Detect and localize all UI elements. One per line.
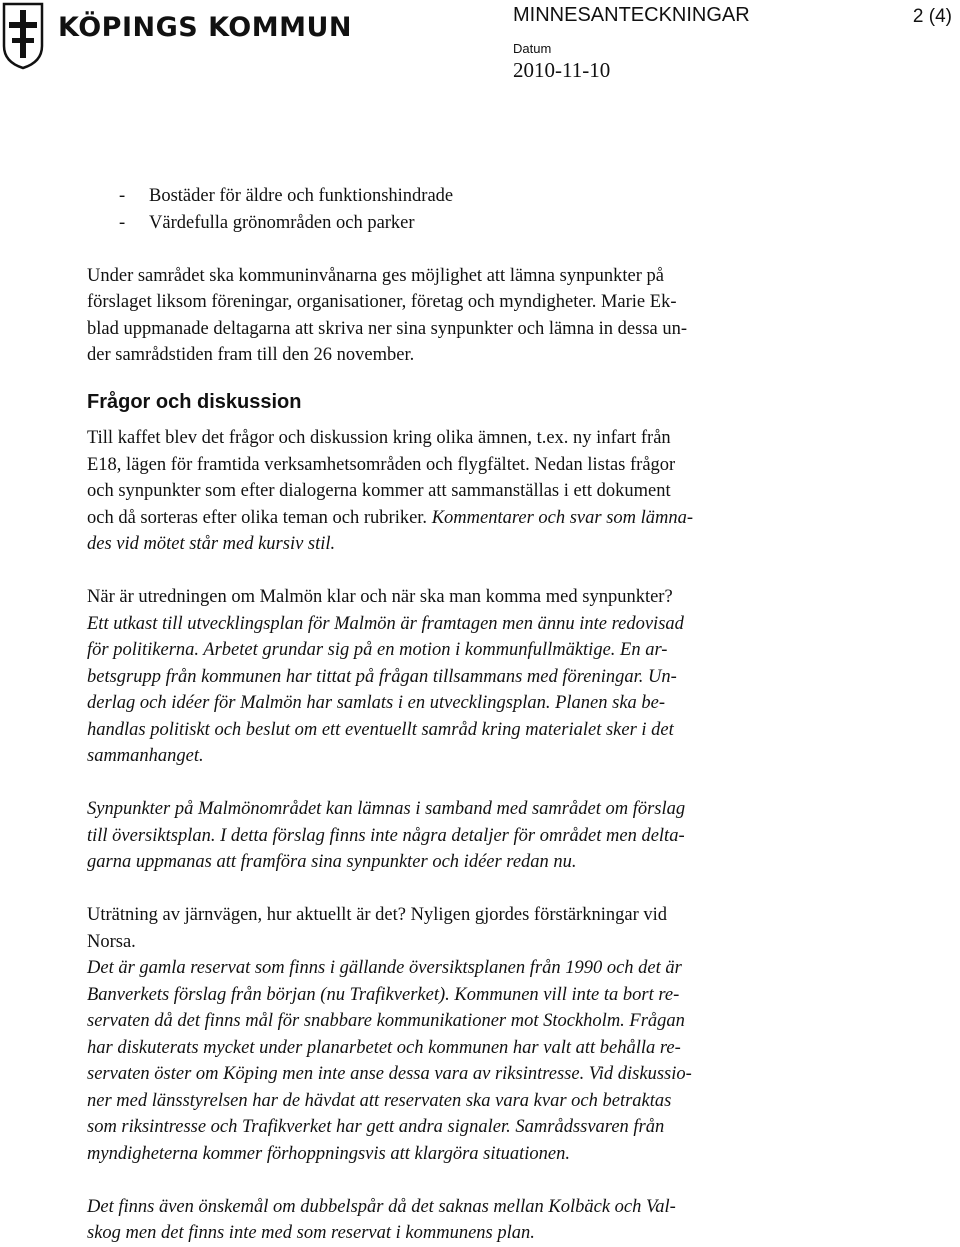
page-number: 2 (4) xyxy=(912,6,952,27)
document-type: MINNESANTECKNINGAR xyxy=(513,4,750,26)
list-item: - Bostäder för äldre och funktionshindrade xyxy=(119,186,454,206)
answer-line: skog men det finns inte med som reservat i kommunens plan. xyxy=(87,1223,535,1243)
answer-line: har diskuterats mycket under planarbetet och kommunen har valt att behålla re- xyxy=(87,1037,681,1058)
paragraph-line: och då sorteras efter olika teman och rubriker. Kommentarer och svar som lämna- xyxy=(87,507,694,528)
answer-line: Banverkets förslag från början (nu Trafikverket). Kommunen vill inte ta bort re- xyxy=(87,984,680,1005)
answer-line: ner med länsstyrelsen har de hävdat att reservaten ska vara kvar och betraktas xyxy=(87,1090,672,1111)
list-item: - Värdefulla grönområden och parker xyxy=(119,212,415,233)
document-body xyxy=(87,183,822,1247)
paragraph-line: der samrådstiden fram till den 26 november. xyxy=(87,345,415,365)
org-name: KÖPINGS KOMMUN xyxy=(58,12,353,43)
answer-line: derlag och idéer för Malmön har samlats i en utvecklingsplan. Planen ska be- xyxy=(87,693,666,713)
kommun-logo xyxy=(0,0,353,74)
date-value: 2010-11-10 xyxy=(513,58,611,82)
answer-line: Det finns även önskemål om dubbelspår då det saknas mellan Kolbäck och Val- xyxy=(87,1196,676,1217)
paragraph-line: blad uppmanade deltagarna att skriva ner sina synpunkter och lämna in dessa un- xyxy=(87,318,688,339)
answer-line: till översiktsplan. I detta förslag finns inte några detaljer för området men delta- xyxy=(87,825,685,846)
answer-line: betsgrupp från kommunen har tittat på frågan tillsammans med föreningar. Un- xyxy=(87,666,677,687)
coat-of-arms-icon xyxy=(2,2,44,70)
answer-line: Synpunkter på Malmönområdet kan lämnas i samband med samrådet om förslag xyxy=(87,799,686,819)
answer-line: sammanhanget. xyxy=(87,746,204,766)
question-line: Uträtning av järnvägen, hur aktuellt är det? Nyligen gjordes förstärkningar vid xyxy=(87,905,667,925)
paragraph-line: Under samrådet ska kommuninvånarna ges möjlighet att lämna synpunkter på xyxy=(87,265,664,286)
answer-line: Det är gamla reservat som finns i gällande översiktsplanen från 1990 och det är xyxy=(87,958,682,978)
date-label: Datum xyxy=(513,41,552,56)
answer-line: servaten då det finns mål för snabbare kommunikationer mot Stockholm. Frågan xyxy=(87,1011,685,1031)
paragraph-line: des vid mötet står med kursiv stil. xyxy=(87,534,336,554)
answer-line: myndigheterna kommer förhoppningsvis att klargöra situationen. xyxy=(87,1143,571,1164)
question-line: Norsa. xyxy=(87,931,136,952)
paragraph-line: förslaget liksom föreningar, organisationer, företag och myndigheter. Marie Ek- xyxy=(87,292,677,312)
question-line: När är utredningen om Malmön klar och när ska man komma med synpunkter? xyxy=(87,587,673,607)
answer-line: handlas politiskt och beslut om ett eventuellt samråd kring materialet sker i det xyxy=(87,719,674,740)
answer-line: garna uppmanas att framföra sina synpunkter och idéer redan nu. xyxy=(87,852,577,872)
section-heading: Frågor och diskussion xyxy=(87,390,302,413)
paragraph-line: Till kaffet blev det frågor och diskussion kring olika ämnen, t.ex. ny infart från xyxy=(87,428,671,448)
answer-line: som riksintresse och Trafikverket har gett andra signaler. Samrådssvaren från xyxy=(87,1117,665,1137)
answer-line: för politikerna. Arbetet grundar sig på en motion i kommunfullmäktige. En ar- xyxy=(87,640,668,660)
answer-line: servaten öster om Köping men inte anse dessa vara av riksintresse. Vid diskussio- xyxy=(87,1064,692,1084)
paragraph-line: och synpunkter som efter dialogerna kommer att sammanställas i ett dokument xyxy=(87,481,671,501)
answer-line: Ett utkast till utvecklingsplan för Malmön är framtagen men ännu inte redovisad xyxy=(87,613,684,634)
paragraph-line: E18, lägen för framtida verksamhetsområden och flygfältet. Nedan listas frågor xyxy=(87,454,676,475)
